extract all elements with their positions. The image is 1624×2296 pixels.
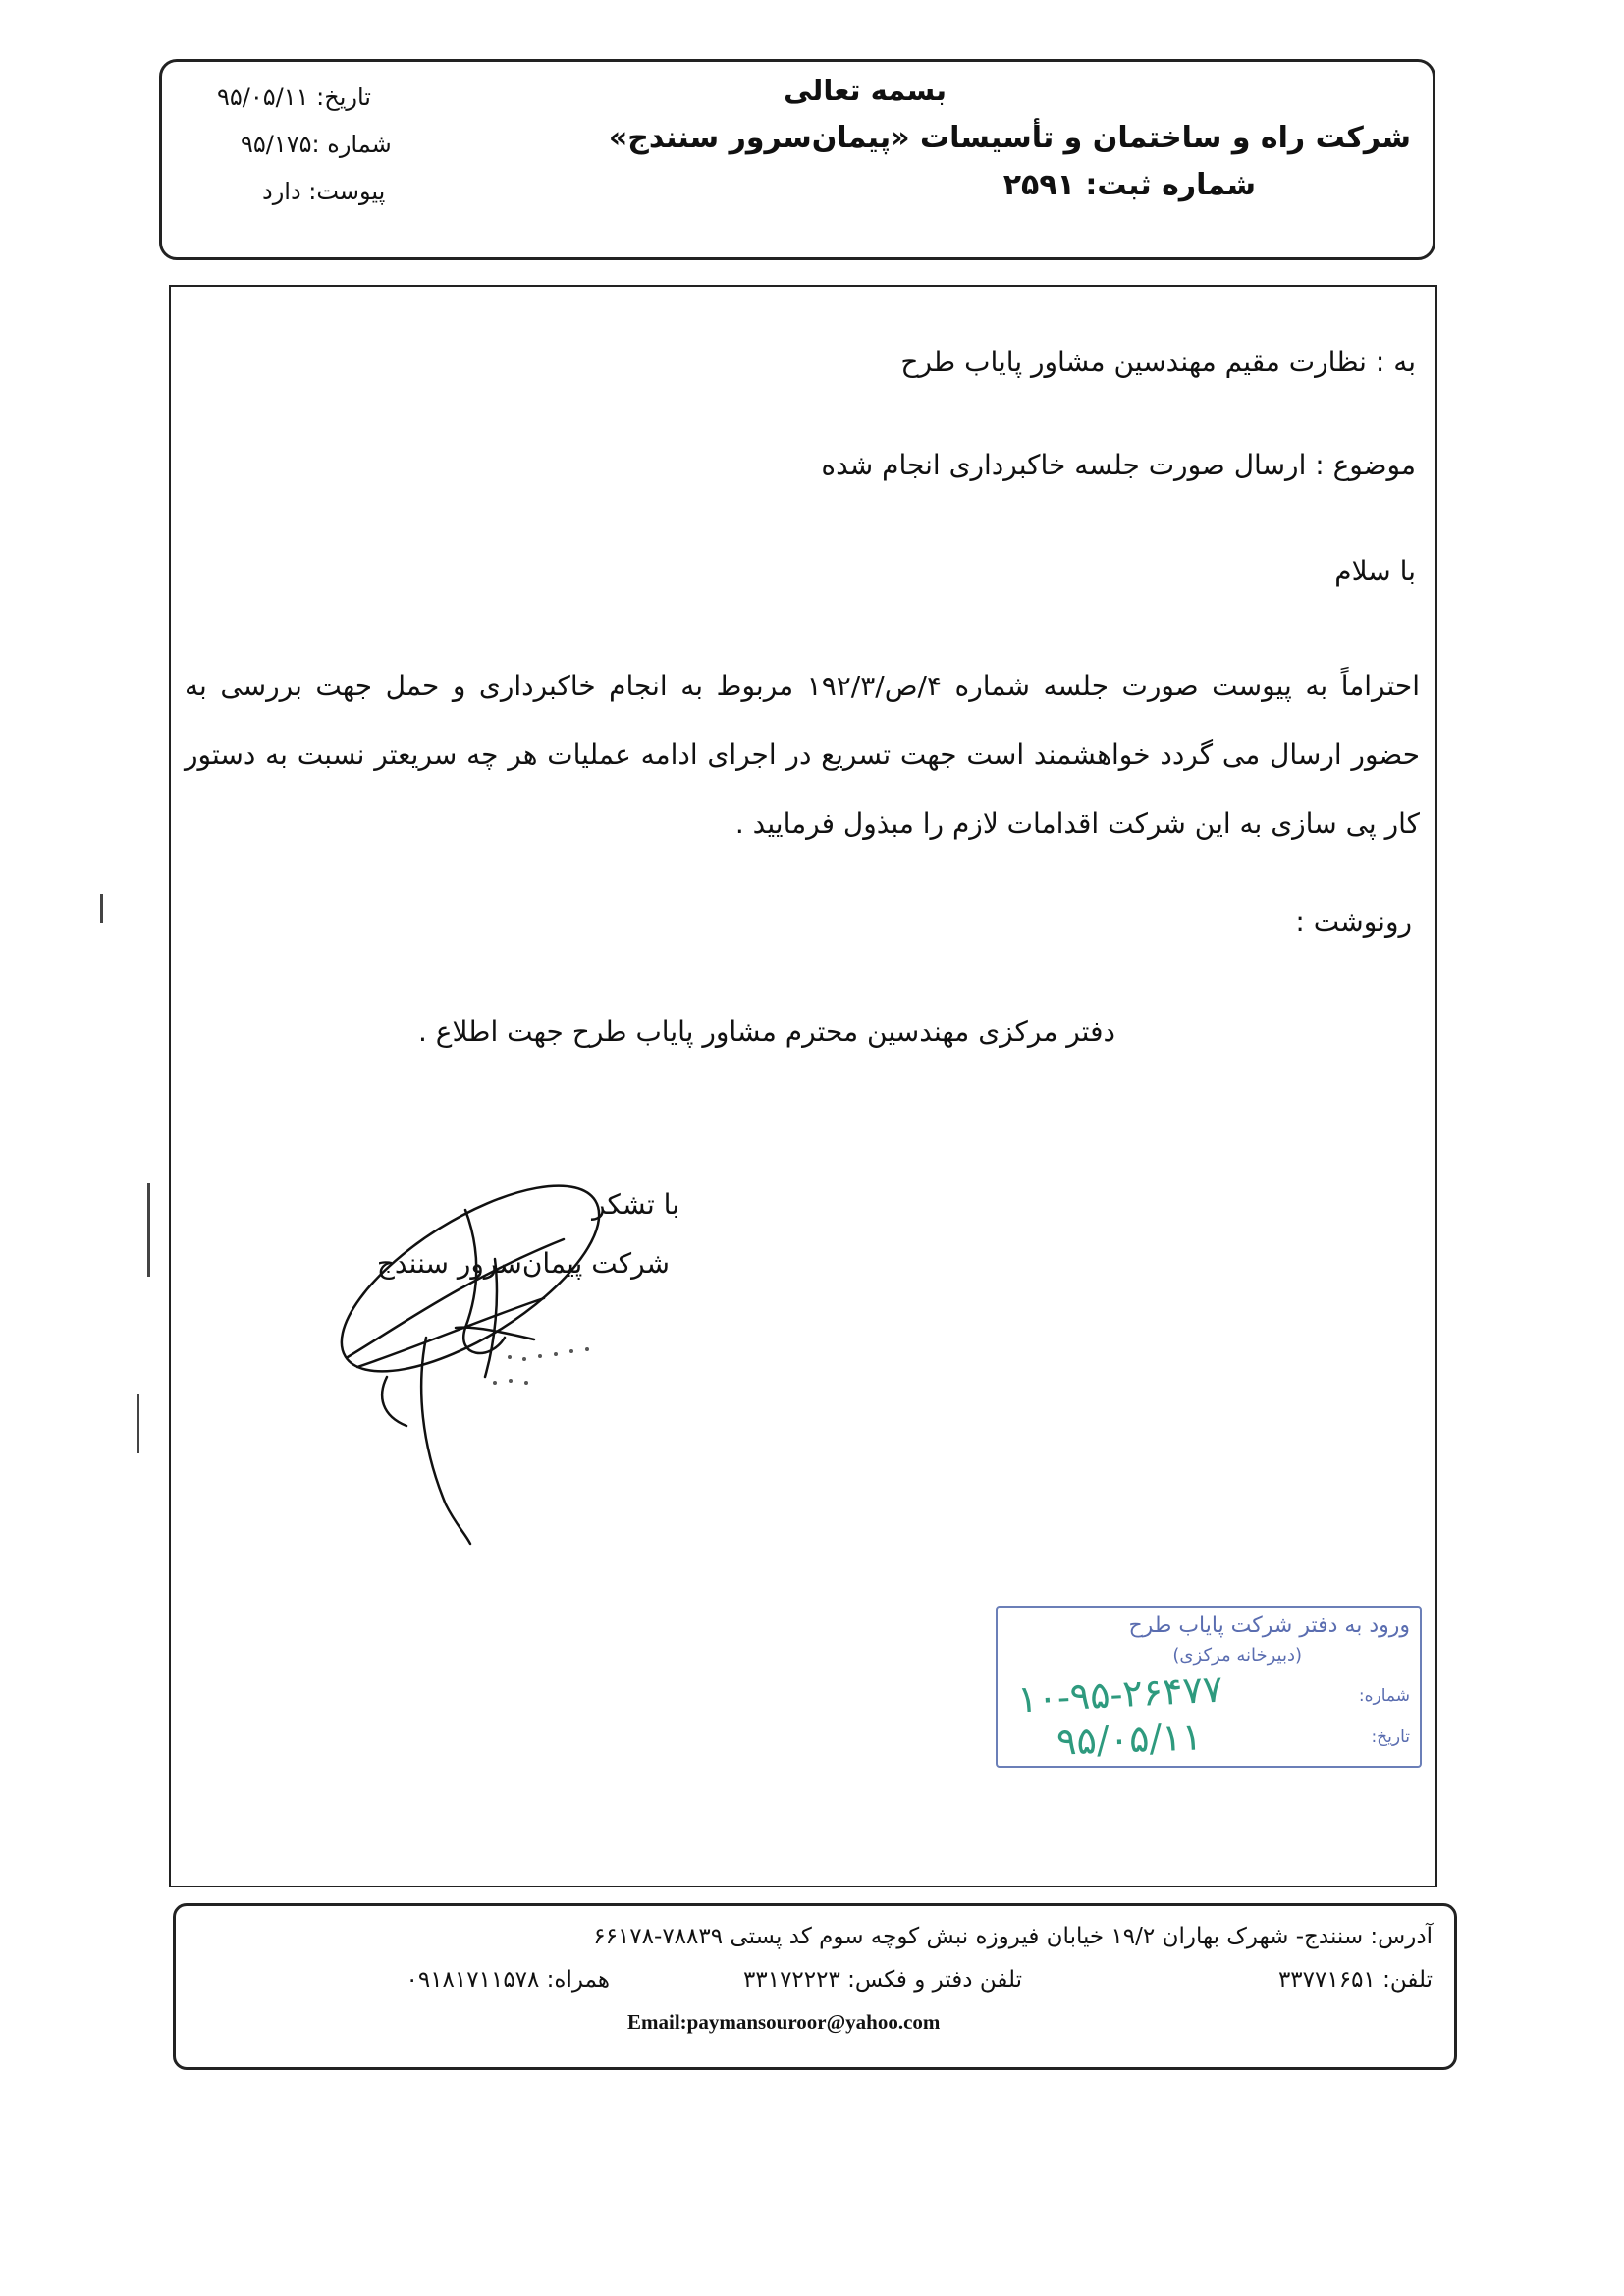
fax-number: تلفن دفتر و فکس: ۳۳۱۷۲۲۲۳ — [743, 1967, 1022, 1993]
stamp-date-value: ۹۵/۰۵/۱۱ — [1056, 1715, 1203, 1764]
stamp-number-label: شماره: — [1358, 1686, 1410, 1706]
scan-mark — [137, 1394, 139, 1453]
stamp-number-value: ۱۰-۹۵-۲۶۴۷۷ — [1015, 1667, 1224, 1722]
attachment-status: پیوست: دارد — [262, 178, 386, 205]
receipt-stamp — [996, 1606, 1422, 1768]
letter-date: تاریخ: ۹۵/۰۵/۱۱ — [217, 83, 371, 111]
subject-line: موضوع : ارسال صورت جلسه خاکبرداری انجام شده — [821, 449, 1416, 481]
letter-body — [169, 285, 1437, 1887]
footer-contact-box — [173, 1903, 1457, 2070]
company-name: شرکت راه و ساختمان و تأسیسات «پیمان‌سرور سنندج» — [608, 121, 1411, 155]
email-address: Email:paymansouroor@yahoo.com — [627, 2010, 941, 2034]
recipient-line: به : نظارت مقیم مهندسین مشاور پایاب طرح — [900, 346, 1416, 378]
scan-mark — [100, 894, 103, 923]
stamp-date-label: تاریخ: — [1371, 1727, 1410, 1747]
signatory-company: شرکت پیمان‌سرور سنندج — [376, 1247, 670, 1280]
greeting: با سلام — [1334, 555, 1416, 587]
closing-text: با تشکر — [592, 1188, 679, 1221]
registration-number: شماره ثبت: ۲۵۹۱ — [1002, 168, 1256, 202]
stamp-title: ورود به دفتر شرکت پایاب طرح — [1128, 1613, 1410, 1638]
letterhead — [159, 59, 1435, 260]
handwritten-signature — [308, 1131, 632, 1563]
bismillah-heading: بسمه تعالی — [784, 74, 947, 107]
cc-label: رونوشت : — [1295, 905, 1412, 938]
stamp-subtitle: (دبیرخانه مرکزی) — [1172, 1645, 1302, 1666]
address-line: آدرس: سنندج- شهرک بهاران ۱۹/۲ خیابان فیروزه نبش کوچه سوم کد پستی ۷۸۸۳۹-۶۶۱۷۸ — [593, 1924, 1433, 1949]
mobile-number: همراه: ۰۹۱۸۱۷۱۱۵۷۸ — [406, 1967, 610, 1993]
body-paragraph: احتراماً به پیوست صورت جلسه شماره ۴/ص/۱۹۲/۳ مربوط به انجام خاکبرداری و حمل جهت بررسی به حضور ارسال می گردد خواهشمند است جهت تسریع در اجرای ادامه عملیات هر چه سریعتر نسبت به دستور کار پی سازی به این شرکت اقدامات لازم را مبذول فرمایید . — [185, 670, 1420, 840]
letter-number: شماره :۹۵/۱۷۵ — [241, 131, 392, 158]
scan-mark — [147, 1183, 150, 1277]
phone-number: تلفن: ۳۳۷۷۱۶۵۱ — [1277, 1967, 1433, 1993]
cc-recipient: دفتر مرکزی مهندسین محترم مشاور پایاب طرح جهت اطلاع . — [417, 1015, 1115, 1048]
